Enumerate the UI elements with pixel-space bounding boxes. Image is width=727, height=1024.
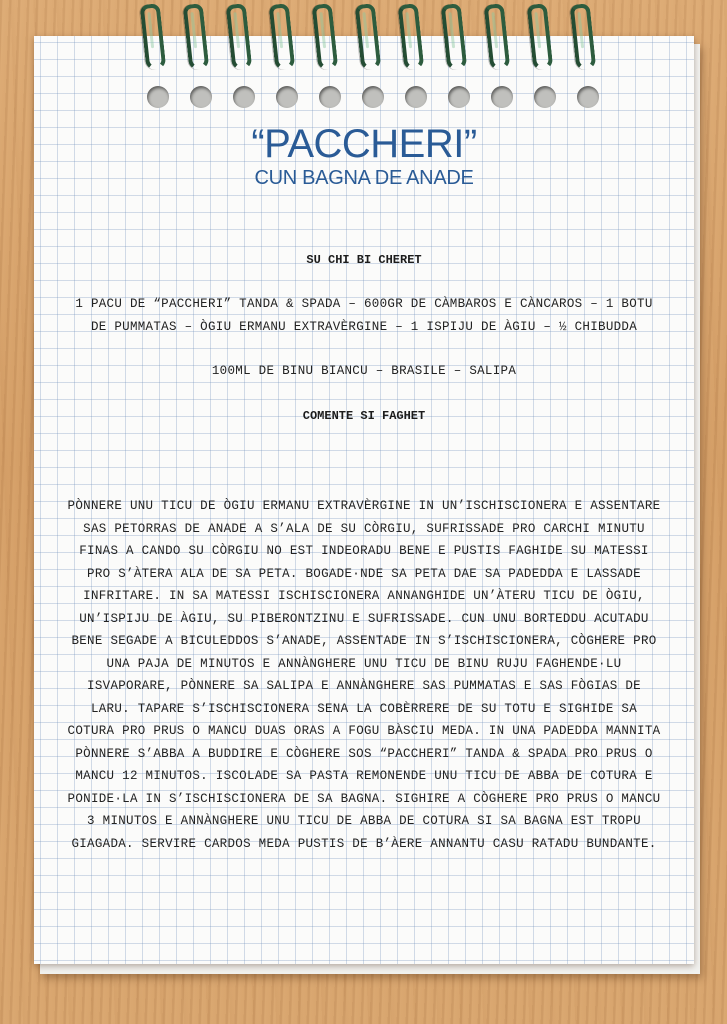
binding-hole: [448, 86, 470, 108]
binding-hole: [147, 86, 169, 108]
recipe-subtitle: CUN BAGNA DE ANADE: [254, 167, 474, 189]
binding-hole: [276, 86, 298, 108]
binding-hole: [491, 86, 513, 108]
binding-hole: [233, 86, 255, 108]
binding-hole: [319, 86, 341, 108]
binding-hole: [577, 86, 599, 108]
recipe-title: “PACCHERI”: [251, 122, 477, 166]
binding-hole: [190, 86, 212, 108]
binding-hole: [405, 86, 427, 108]
method-text: PÒNNERE UNU TICU DE ÒGIU ERMANU EXTRAVÈRGINE IN UN’ISCHISCIONERA E ASSENTARE SAS PETORRAS DE ANADE A S’ALA DE SU CÒRGIU, SUFRISSADE PRO CARCHI MINUTU FINAS A CANDO SU CÒRGIU NO EST INDEORADU BENE E PUSTIS FAGHIDE SU MATESSI PRO S’ÀTERA ALA DE SA PETA. BOGADE·NDE SA PETA DAE SA PADEDDA E LASSADE INFRITARE. IN SA MATESSI ISCHISCIONERA ANNANGHIDE UN’ÀTERU TICU DE ÒGIU, UN’ISPIJU DE ÀGIU, SU PIBERONTZINU E SUFRISSADE. CUN UNU BORTEDDU ACUTADU BENE SEGADE A BICULEDDOS S’ANADE, ASSENTADE IN S’ISCHISCIONERA, CÒGHERE PRO UNA PAJA DE MINUTOS E ANNÀNGHERE UNU TICU DE BINU RUJU FAGHENDE·LU ISVAPORARE, PÒNNERE SA SALIPA E ANNÀNGHERE SAS PUMMATAS E SAS FÒGIAS DE LARU. TAPARE S’ISCHISCIONERA SENA LA COBÈRRERE DE SU TOTU E SIGHIDE SA COTURA PRO PRUS O MANCU DUAS ORAS A FOGU BÀSCIU MEDA. IN UNA PADEDDA MANNITA PÒNNERE S’ABBA A BUDDIRE E CÒGHERE SOS “PACCHERI” TANDA & SPADA PRO PRUS O MANCU 12 MINUTOS. ISCOLADE SA PASTA REMONENDE UNU TICU DE ABBA DE COTURA E PONIDE·LA IN S’ISCHISCIONERA DE SA BAGNA. SIGHIRE A CÒGHERE PRO PRUS O MANCU 3 MINUTOS E ANNÀNGHERE UNU TICU DE ABBA DE COTURA SI SA BAGNA EST TROPU GIAGADA. SERVIRE CARDOS MEDA PUSTIS DE B’ÀERE ANNANTU CASU RATADU BUNDANTE.: [67, 499, 661, 851]
ingredients-list: 1 PACU DE “PACCHERI” TANDA & SPADA – 600GR DE CÀMBAROS E CÀNCAROS – 1 BOTU DE PUMMATAS – ÒGIU ERMANU EXTRAVÈRGINE – 1 ISPIJU DE ÀGIU – ½ CHIBUDDA: [75, 297, 653, 334]
binding-hole: [362, 86, 384, 108]
ingredients-list-extra: 100ML DE BINU BIANCU – BRASILE – SALIPA: [211, 364, 517, 378]
ingredients-heading: SU CHI BI CHERET: [306, 253, 422, 267]
binding-hole: [534, 86, 556, 108]
method-heading: COMENTE SI FAGHET: [302, 409, 426, 423]
